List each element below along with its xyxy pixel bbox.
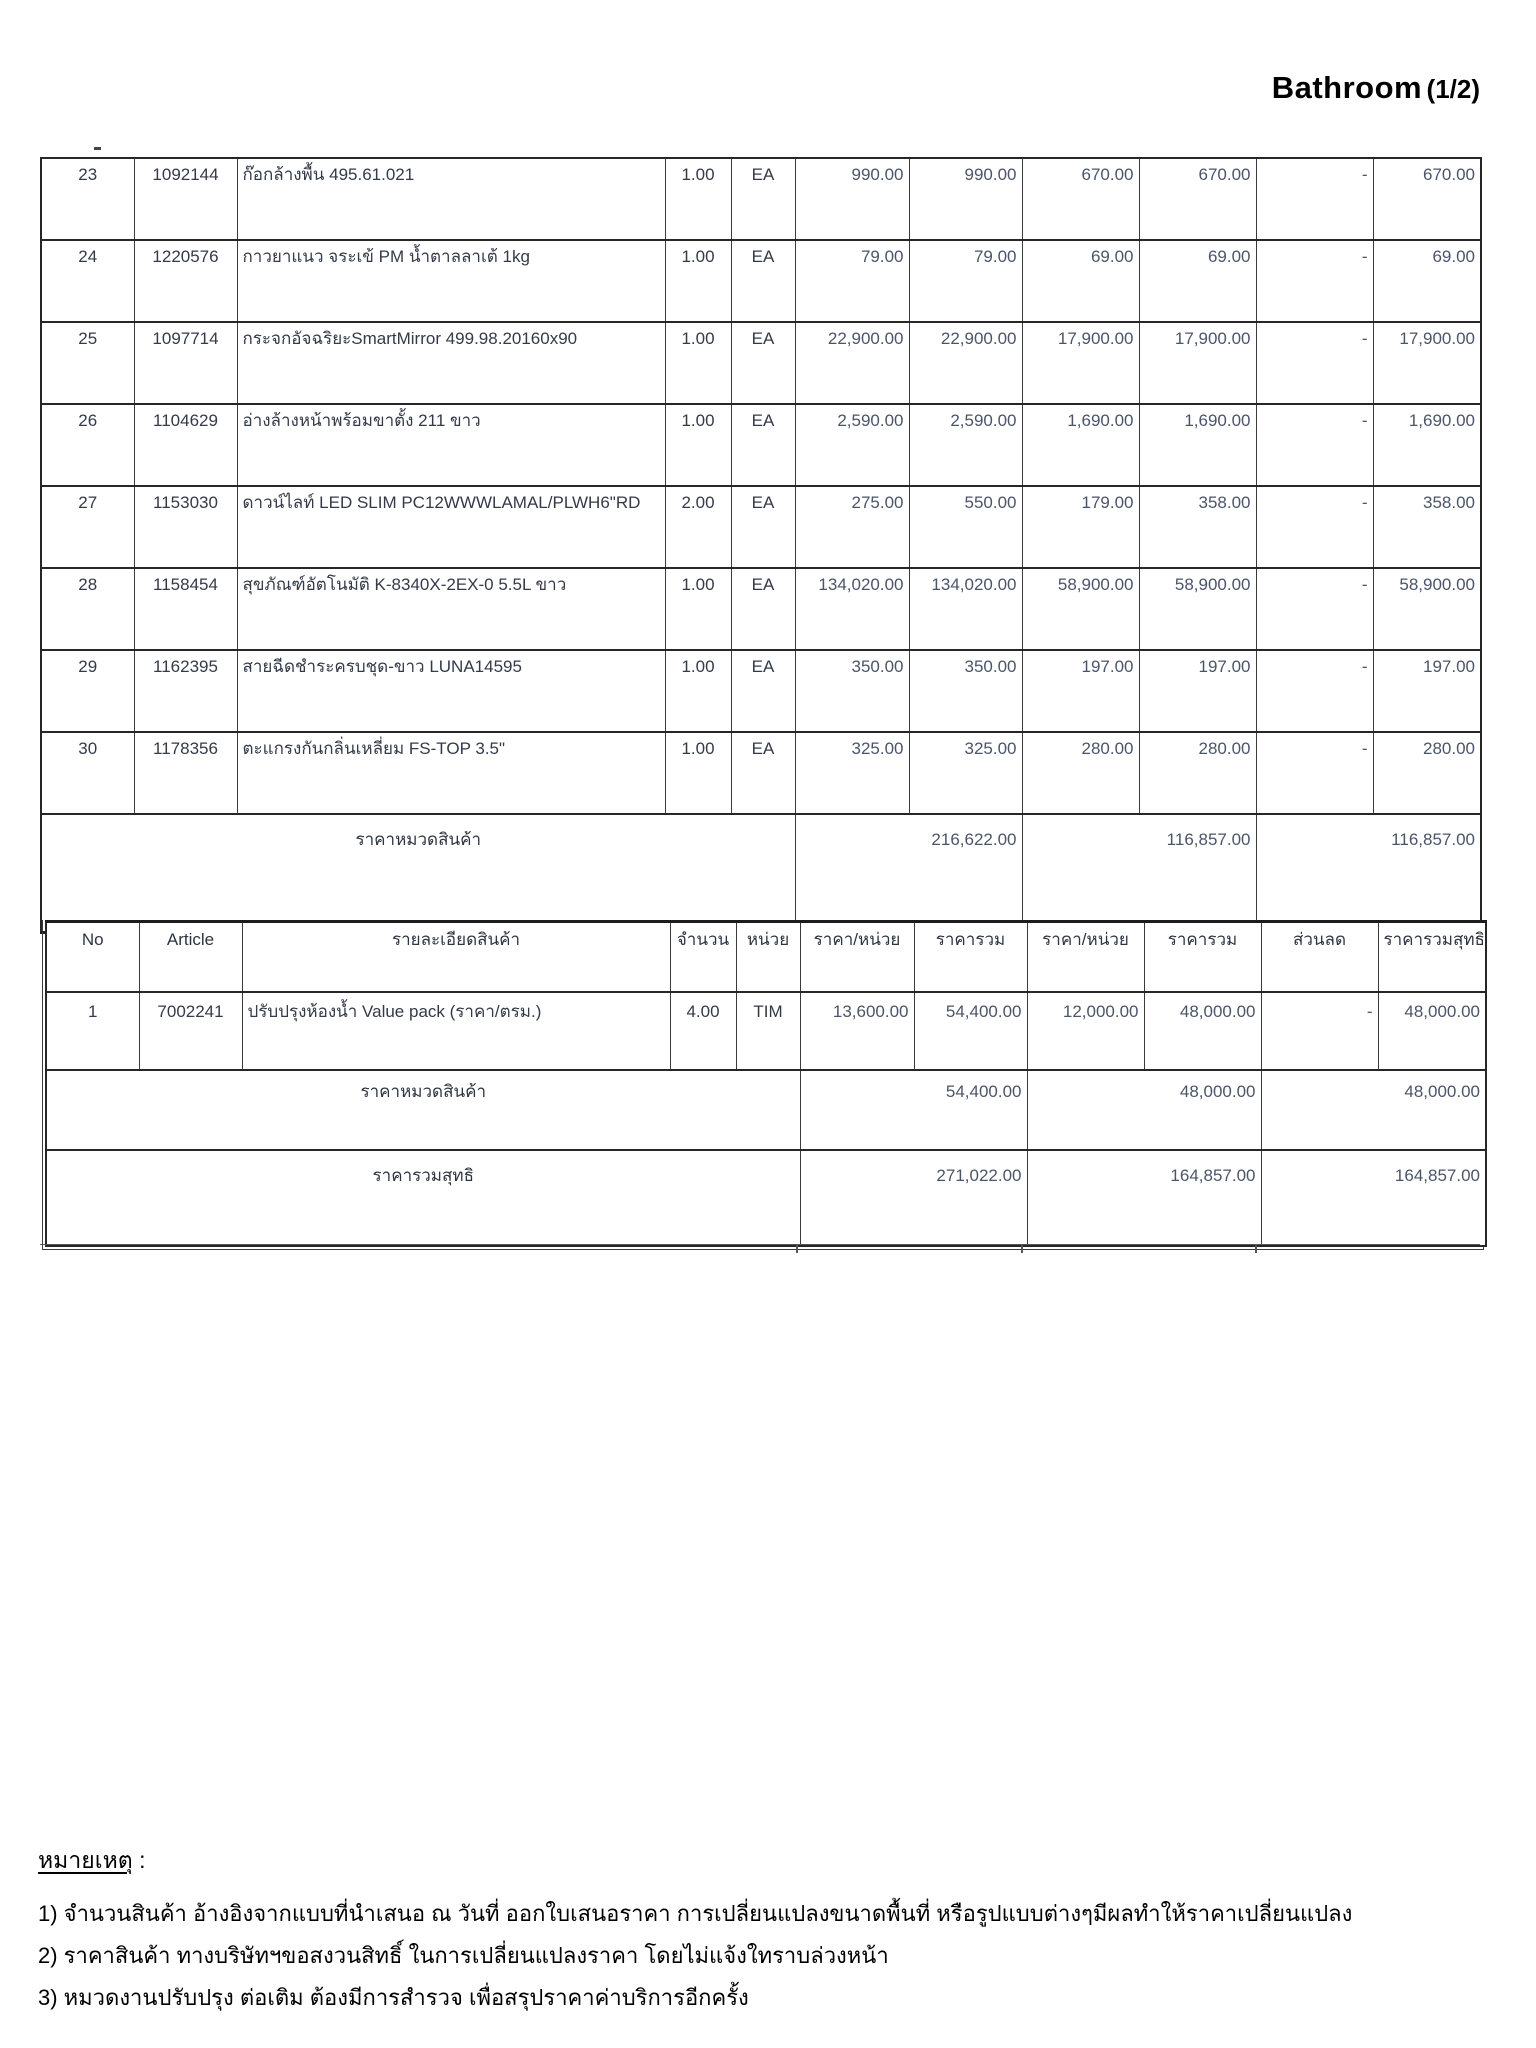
table-row <box>41 240 1481 322</box>
note-item-1: 1) จำนวนสินค้า อ้างอิงจากแบบที่นำเสนอ ณ วันที่ ออกใบเสนอราคา การเปลี่ยนแปลงขนาดพื้นที่ หรือรูปแบบต่างๆมีผลทำให้ราคาเปลี่ยนแปลง <box>38 1901 1353 1926</box>
cell-promo-total: 1,690.00 <box>1139 404 1256 486</box>
cell-unit: EA <box>731 404 795 486</box>
scan-artifact <box>94 147 101 150</box>
cell-net-total: 17,900.00 <box>1373 322 1481 404</box>
header-unit: หน่วย <box>736 922 800 993</box>
table-row <box>41 322 1481 404</box>
cell-promo-unit-price: 197.00 <box>1022 650 1139 732</box>
subtotal-net-total: 116,857.00 <box>1256 814 1481 933</box>
cell-no: 25 <box>41 322 134 404</box>
table-row <box>41 404 1481 486</box>
grand-total-promo-total: 164,857.00 <box>1027 1150 1261 1246</box>
cell-description: ปรับปรุงห้องน้ำ Value pack (ราคา/ตรม.) <box>242 992 670 1070</box>
page-title <box>40 70 1480 106</box>
services-table <box>45 920 1487 1247</box>
header-qty: จำนวน <box>670 922 736 993</box>
cell-net-total: 58,900.00 <box>1373 568 1481 650</box>
cell-net-total: 1,690.00 <box>1373 404 1481 486</box>
cell-unit: EA <box>731 486 795 568</box>
cell-article: 1104629 <box>134 404 237 486</box>
grand-total-row <box>46 1150 1486 1246</box>
cell-qty: 1.00 <box>665 732 731 814</box>
cell-unit: EA <box>731 158 795 240</box>
cell-no: 28 <box>41 568 134 650</box>
cell-net-total: 670.00 <box>1373 158 1481 240</box>
cell-unit: TIM <box>736 992 800 1070</box>
grand-total-net-total: 164,857.00 <box>1261 1150 1486 1246</box>
cell-unit-price: 325.00 <box>795 732 909 814</box>
cell-no: 24 <box>41 240 134 322</box>
cell-qty: 1.00 <box>665 650 731 732</box>
cell-discount: - <box>1256 322 1373 404</box>
cell-total: 550.00 <box>909 486 1022 568</box>
note-item-3: 3) หมวดงานปรับปรุง ต่อเติม ต้องมีการสำรวจ เพื่อสรุปราคาค่าบริการอีกครั้ง <box>38 1985 749 2010</box>
cell-promo-total: 58,900.00 <box>1139 568 1256 650</box>
cell-net-total: 48,000.00 <box>1378 992 1486 1070</box>
subtotal-total: 216,622.00 <box>795 814 1022 933</box>
cell-discount: - <box>1256 568 1373 650</box>
cell-unit-price: 13,600.00 <box>800 992 914 1070</box>
grand-total-total: 271,022.00 <box>800 1150 1027 1246</box>
cell-promo-total: 48,000.00 <box>1144 992 1261 1070</box>
cell-discount: - <box>1256 650 1373 732</box>
cell-discount: - <box>1256 158 1373 240</box>
cell-unit-price: 990.00 <box>795 158 909 240</box>
cell-total: 79.00 <box>909 240 1022 322</box>
cell-total: 22,900.00 <box>909 322 1022 404</box>
cell-promo-unit-price: 69.00 <box>1022 240 1139 322</box>
cell-no: 29 <box>41 650 134 732</box>
cell-promo-unit-price: 58,900.00 <box>1022 568 1139 650</box>
header-description: รายละเอียดสินค้า <box>242 922 670 993</box>
cell-description: สายฉีดชำระครบชุด-ขาว LUNA14595 <box>237 650 665 732</box>
table-row <box>41 486 1481 568</box>
cell-net-total: 197.00 <box>1373 650 1481 732</box>
cell-unit: EA <box>731 650 795 732</box>
cell-description: สุขภัณฑ์อัตโนมัติ K-8340X-2EX-0 5.5L ขาว <box>237 568 665 650</box>
table-row <box>46 992 1486 1070</box>
cell-promo-unit-price: 12,000.00 <box>1027 992 1144 1070</box>
cell-total: 990.00 <box>909 158 1022 240</box>
cell-qty: 2.00 <box>665 486 731 568</box>
cell-unit-price: 2,590.00 <box>795 404 909 486</box>
table-header-row <box>46 922 1486 993</box>
header-total: ราคารวม <box>914 922 1027 993</box>
table-row <box>41 158 1481 240</box>
cell-total: 54,400.00 <box>914 992 1027 1070</box>
cell-net-total: 280.00 <box>1373 732 1481 814</box>
cell-qty: 4.00 <box>670 992 736 1070</box>
cell-no: 23 <box>41 158 134 240</box>
cell-article: 1158454 <box>134 568 237 650</box>
cell-unit-price: 275.00 <box>795 486 909 568</box>
table-row <box>41 650 1481 732</box>
cell-qty: 1.00 <box>665 240 731 322</box>
cell-qty: 1.00 <box>665 158 731 240</box>
cell-promo-total: 280.00 <box>1139 732 1256 814</box>
cell-qty: 1.00 <box>665 568 731 650</box>
cell-discount: - <box>1256 240 1373 322</box>
services-table-outer-border <box>42 920 1484 1250</box>
subtotal-net-total: 48,000.00 <box>1261 1070 1486 1150</box>
header-no: No <box>46 922 139 993</box>
cell-qty: 1.00 <box>665 322 731 404</box>
cell-article: 1153030 <box>134 486 237 568</box>
page-title-text: Bathroom <box>1271 70 1423 105</box>
cell-total: 350.00 <box>909 650 1022 732</box>
cell-promo-total: 670.00 <box>1139 158 1256 240</box>
cell-promo-unit-price: 1,690.00 <box>1022 404 1139 486</box>
cell-promo-unit-price: 280.00 <box>1022 732 1139 814</box>
cell-unit-price: 134,020.00 <box>795 568 909 650</box>
cell-article: 1097714 <box>134 322 237 404</box>
subtotal-label: ราคาหมวดสินค้า <box>46 1070 800 1150</box>
cell-article: 1162395 <box>134 650 237 732</box>
items-table <box>40 157 1482 934</box>
cell-article: 1178356 <box>134 732 237 814</box>
page-cut-tick <box>1021 1244 1023 1253</box>
cell-promo-total: 197.00 <box>1139 650 1256 732</box>
cell-promo-total: 17,900.00 <box>1139 322 1256 404</box>
header-unit-price: ราคา/หน่วย <box>800 922 914 993</box>
cell-unit-price: 79.00 <box>795 240 909 322</box>
cell-promo-total: 69.00 <box>1139 240 1256 322</box>
subtotal-label: ราคาหมวดสินค้า <box>41 814 795 933</box>
cell-description: กาวยาแนว จระเข้ PM น้ำตาลลาเต้ 1kg <box>237 240 665 322</box>
cell-description: กระจกอัจฉริยะSmartMirror 499.98.20160x90 <box>237 322 665 404</box>
cell-net-total: 358.00 <box>1373 486 1481 568</box>
table-row <box>41 732 1481 814</box>
cell-discount: - <box>1261 992 1378 1070</box>
cell-promo-unit-price: 17,900.00 <box>1022 322 1139 404</box>
page-cut-tick <box>796 1244 798 1253</box>
cell-description: ก๊อกล้างพื้น 495.61.021 <box>237 158 665 240</box>
table-row <box>41 568 1481 650</box>
header-discount: ส่วนลด <box>1261 922 1378 993</box>
section-subtotal-row <box>46 1070 1486 1150</box>
header-promo-unit-price: ราคา/หน่วย <box>1027 922 1144 993</box>
cell-article: 7002241 <box>139 992 242 1070</box>
cell-net-total: 69.00 <box>1373 240 1481 322</box>
header-article: Article <box>139 922 242 993</box>
cell-discount: - <box>1256 732 1373 814</box>
cell-article: 1220576 <box>134 240 237 322</box>
cell-qty: 1.00 <box>665 404 731 486</box>
grand-total-label: ราคารวมสุทธิ <box>46 1150 800 1246</box>
cell-total: 325.00 <box>909 732 1022 814</box>
subtotal-promo-total: 48,000.00 <box>1027 1070 1261 1150</box>
note-item-2: 2) ราคาสินค้า ทางบริษัทฯขอสงวนสิทธิ์ ในการเปลี่ยนแปลงราคา โดยไม่แจ้งใทราบล่วงหน้า <box>38 1943 889 1968</box>
cell-unit: EA <box>731 732 795 814</box>
notes-heading-colon: : <box>132 1847 146 1873</box>
cell-discount: - <box>1256 486 1373 568</box>
cell-description: ตะแกรงกันกลิ่นเหลี่ยม FS-TOP 3.5" <box>237 732 665 814</box>
page-cut-tick <box>1255 1244 1257 1253</box>
cell-promo-unit-price: 179.00 <box>1022 486 1139 568</box>
cell-total: 2,590.00 <box>909 404 1022 486</box>
cell-unit-price: 22,900.00 <box>795 322 909 404</box>
notes-heading <box>38 1843 1518 1879</box>
cell-article: 1092144 <box>134 158 237 240</box>
header-net-total: ราคารวมสุทธิ <box>1378 922 1486 993</box>
cell-unit: EA <box>731 568 795 650</box>
cell-promo-unit-price: 670.00 <box>1022 158 1139 240</box>
subtotal-promo-total: 116,857.00 <box>1022 814 1256 933</box>
notes-heading-text: หมายเหตุ <box>38 1847 133 1873</box>
header-promo-total: ราคารวม <box>1144 922 1261 993</box>
cell-unit-price: 350.00 <box>795 650 909 732</box>
cell-no: 1 <box>46 992 139 1070</box>
notes-section <box>38 1843 1518 2019</box>
section-subtotal-row <box>41 814 1481 933</box>
cell-unit: EA <box>731 322 795 404</box>
cell-no: 30 <box>41 732 134 814</box>
cell-no: 26 <box>41 404 134 486</box>
cell-description: อ่างล้างหน้าพร้อมขาตั้ง 211 ขาว <box>237 404 665 486</box>
cell-description: ดาวน์ไลท์ LED SLIM PC12WWWLAMAL/PLWH6"RD <box>237 486 665 568</box>
cell-no: 27 <box>41 486 134 568</box>
page-number-badge: (1/2) <box>1426 74 1480 104</box>
cell-total: 134,020.00 <box>909 568 1022 650</box>
page-cut-line <box>40 1244 1480 1245</box>
cell-unit: EA <box>731 240 795 322</box>
cell-discount: - <box>1256 404 1373 486</box>
cell-promo-total: 358.00 <box>1139 486 1256 568</box>
subtotal-total: 54,400.00 <box>800 1070 1027 1150</box>
